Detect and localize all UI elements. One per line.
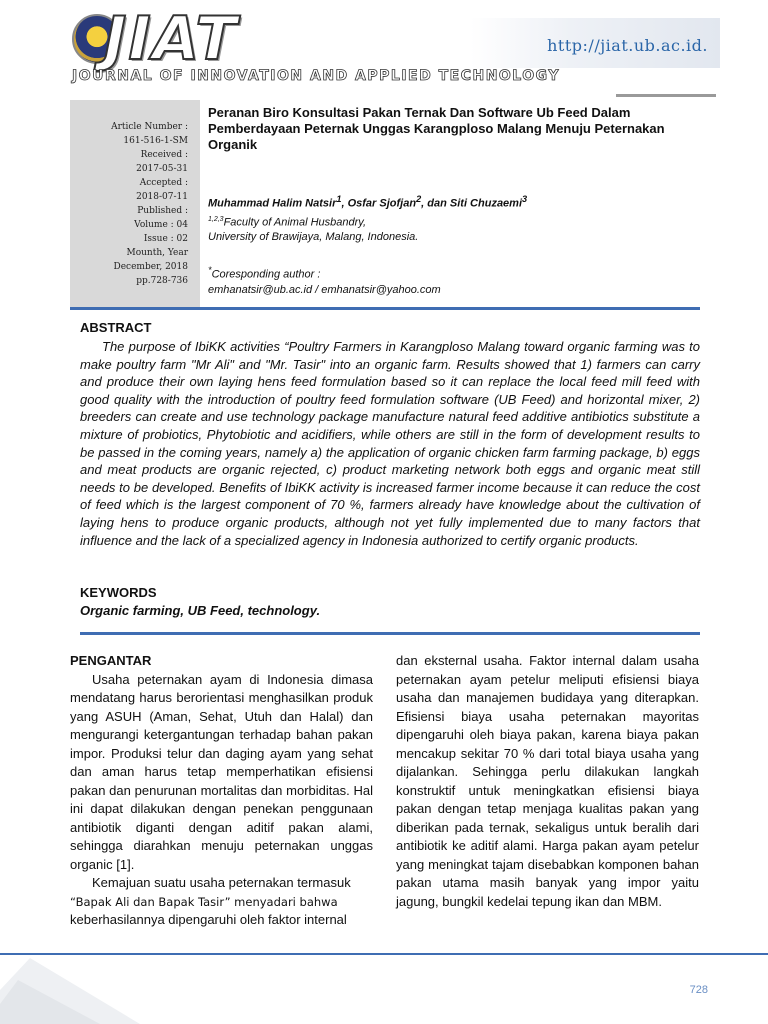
meta-line: 161-516-1-SM [123,136,188,146]
meta-line: Volume : 04 [134,220,188,230]
meta-line: pp.728-736 [136,276,188,286]
journal-header [0,0,768,100]
body-paragraph-start: Kemajuan suatu usaha peternakan termasuk [92,875,351,890]
meta-line: Received : [140,150,188,160]
author-name: Osfar Sjofjan [347,197,417,210]
abstract-section [80,320,700,549]
author-block [208,192,527,245]
author-name: Siti Chuzaemi [449,197,523,210]
keywords-text: Organic farming, UB Feed, technology. [80,603,321,618]
affiliation-sup: 1,2,3 [208,215,224,223]
article-meta-list [111,120,188,288]
keywords-section [80,585,700,618]
affiliation-line [208,212,527,231]
meta-line: December, 2018 [113,262,188,272]
author-separator: , dan [421,197,450,210]
meta-line: Issue : 02 [143,234,188,244]
meta-line: 2017-05-31 [136,164,188,174]
meta-line: Accepted : [139,178,188,188]
meta-line: Published : [137,206,188,216]
meta-line: 2018-07-11 [136,192,188,202]
affiliation-university: University of Brawijaya, Malang, Indonesia. [208,231,419,244]
keywords-rule [80,632,700,635]
author-sup: 3 [522,194,528,204]
abstract-text: The purpose of IbiKK activities “Poultry Farmers in Karangploso Malang toward organic farming was to make poultry farm "Mr Ali" and "Mr. Tasir" into an organic farm. Results showed that 1) farmers can carry and produce their own laying hens feed formulation based so it can replace the local feed mill feed with good quality with the introduction of poultry feed formulation software (UB Feed) and horizontal mixer, 2) breeders can create and use technology package manufacture natural feed additive antibiotics substitute a mixture of probiotics, Phytobiotic and acidifiers, while others are still in the form of development results to be passed in the coming years, namely a) the application of organic chicken farm farming package, b) eggs and meat products are organic rejected, c) product marketing network both eggs and organic meat still needs to be developed. Benefits of IbiKK activity is increased farmer income because it can reduce the cost of feed which is the largest component of 70 %, farmers already have knowledge about the cultivation of laying hens to produce organic products, although not yet fully implemented due to many factors that influence and the lack of a specialized agency in Indonesia authorized to certify organic products. [80,339,700,548]
journal-name: JOURNAL OF INNOVATION AND APPLIED TECHNOLOGY [72,68,560,84]
footer-rule [0,953,768,955]
author-names [208,192,527,212]
body-right-column [396,652,699,911]
meta-line: Mounth, Year [126,248,188,258]
header-divider [616,94,716,97]
page-number: 728 [689,984,708,996]
corresponding-label-line [208,263,441,283]
author-separator: , [341,197,348,210]
quoted-names: “Bapak Ali dan Bapak Tasir” menyadari bahwa [70,894,338,909]
info-box-rule [70,307,700,310]
article-info-box [70,100,700,308]
journal-logo: JIAT [104,4,239,74]
corresponding-label: Coresponding author : [211,268,321,281]
body-paragraph: dan eksternal usaha. Faktor internal dalam usaha peternakan ayam petelur meliputi efisiensi biaya usaha dan manajemen budidaya yang diterapkan. Efisiensi biaya usaha peternakan mayoritas dipengaruhi oleh biaya pakan, karena biaya pakan mencakup sekitar 70 % dari total biaya usaha yang dijalankan. Sehingga perlu dilakukan langkah konstruktif untuk meningkatkan efisiensi biaya pakan dengan tetap menjaga kualitas pakan yang diberikan pada ternak, sekaligus untuk beralih dari antibiotik ke aditif alami. Harga pakan ayam petelur yang meningkat tajam disebabkan komponen bahan pakan utama masih banyak yang impor yaitu jagung, bungkil kedelai tepung ikan dan MBM. [396,653,699,909]
keywords-heading: KEYWORDS [80,585,157,600]
footer-decoration [0,950,768,1024]
abstract-heading: ABSTRACT [80,320,152,335]
article-meta-panel [70,100,200,308]
corresponding-emails[interactable]: emhanatsir@ub.ac.id / emhanatsir@yahoo.com [208,283,441,296]
corresponding-author [208,263,441,298]
journal-url[interactable]: http://jiat.ub.ac.id. [547,36,708,55]
author-name: Muhammad Halim Natsir [208,197,337,210]
author-sup: 2 [416,194,422,204]
meta-line: Article Number : [111,122,188,132]
author-sup: 1 [336,194,342,204]
footer-wave-graphic [0,950,768,1024]
title-area [208,105,688,153]
corresponding-sup: * [208,265,212,275]
body-paragraph-quote [70,893,373,912]
body-paragraph-cont: keberhasilannya dipengaruhi oleh faktor internal [70,912,347,927]
body-left-column [70,652,373,930]
body-paragraph: Usaha peternakan ayam di Indonesia dimasa mendatang harus berorientasi menghasilkan produk yang ASUH (Aman, Sehat, Utuh dan Halal) dan mengurangi ketergantungan terhadap bahan pakan impor. Produksi telur dan daging ayam yang sehat dan aman harus tetap memperhatikan efisiensi pakan dan penurunan mortalitas dan morbiditas. Hal ini dapat dilakukan dengan penekan penggunaan antibiotik diganti dengan aditif pakan alami, sehingga diarahkan menuju peternakan unggas organic [1]. [70,671,373,872]
url-banner [470,18,720,68]
affiliation-faculty: Faculty of Animal Husbandry, [223,216,367,229]
section-heading-pengantar: PENGANTAR [70,653,152,668]
paper-title: Peranan Biro Konsultasi Pakan Ternak Dan Software Ub Feed Dalam Pemberdayaan Peternak Unggas Karangploso Malang Menuju Peternakan Organik [208,105,665,152]
